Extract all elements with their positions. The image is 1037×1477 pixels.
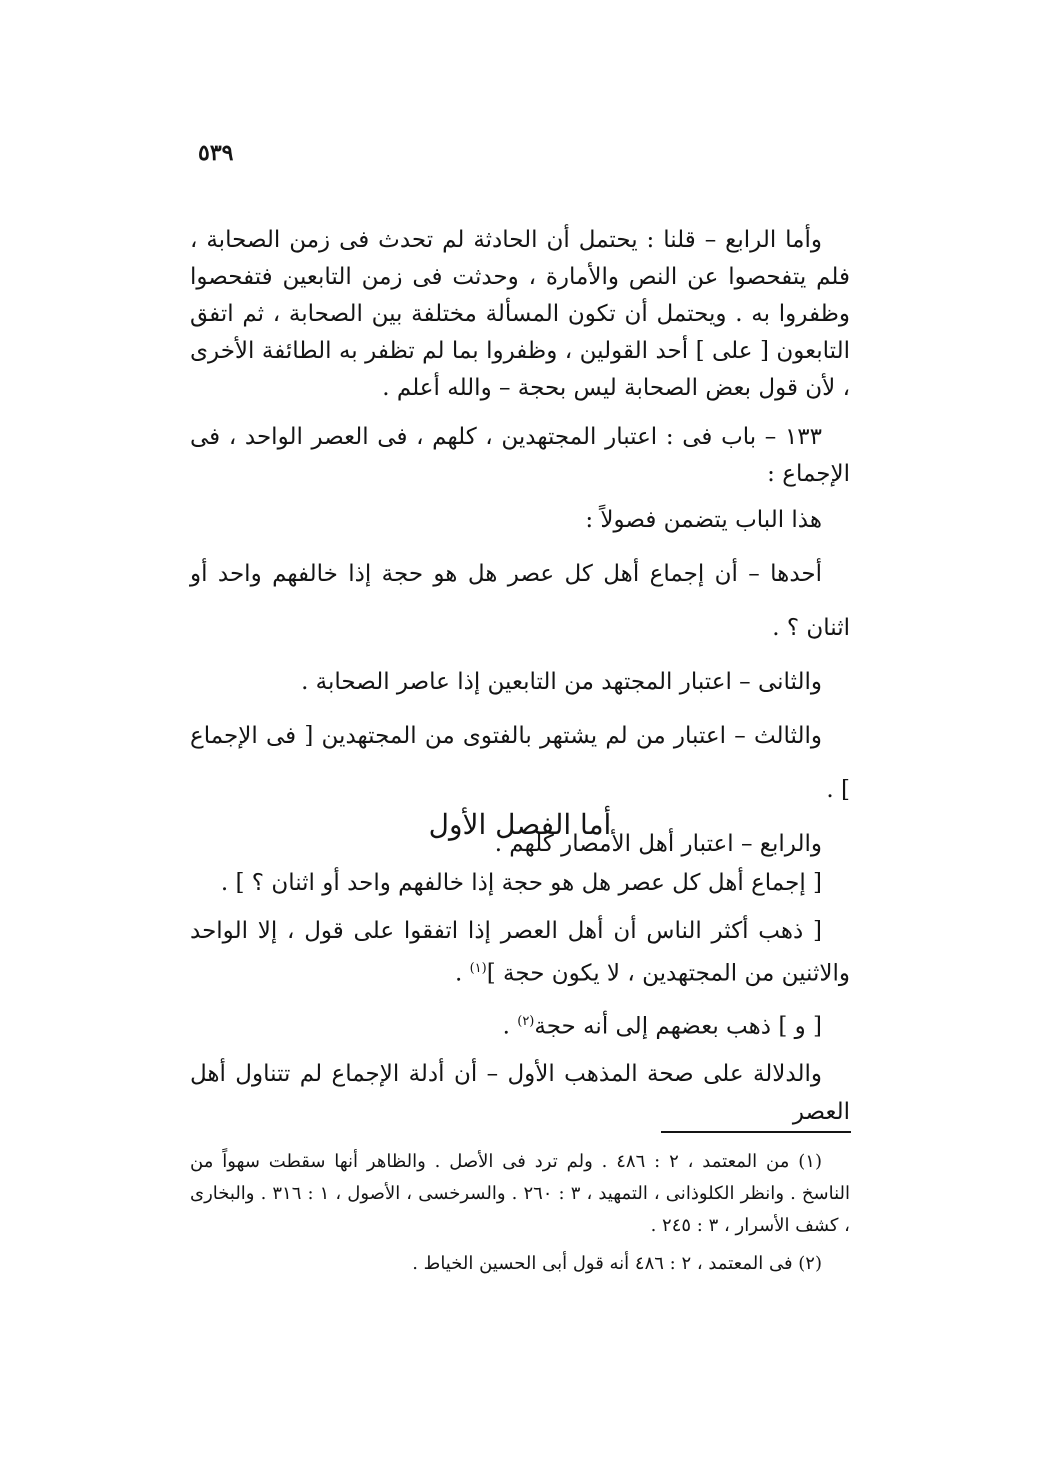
section-title: ١٣٣ – باب فى : اعتبار المجتهدين ، كلهم ، فى العصر الواحد ، فى الإجماع : [190,424,850,487]
footnote-2: (٢) فى المعتمد ، ٢ : ٤٨٦ أنه قول أبى الحسين الخياط . [412,1253,822,1274]
page-number: ٥٣٩ [198,140,234,166]
section-intro: هذا الباب يتضمن فصولاً : [585,507,822,533]
footnotes [190,1146,850,1286]
majority-opinion-text: [ ذهب أكثر الناس أن أهل العصر إذا اتفقوا على قول ، إلا الواحد والاثنين من المجتهدين ، لا يكون حجة ] [190,918,850,987]
minority-opinion-end: . [502,1013,518,1040]
minority-opinion [190,1003,850,1046]
chapter-heading: أما الفصل الأول [428,808,612,841]
section-item-fourth: والرابع – اعتبار أهل الأمصار كلهم . [494,831,822,857]
minority-opinion-text: [ و ] ذهب بعضهم إلى أنه حجة [534,1013,822,1040]
section-item-first: أحدها – أن إجماع أهل كل عصر هل هو حجة إذا خالفهم واحد أو اثنان ؟ . [190,561,850,641]
footnote-ref-2: (٢) [517,1013,535,1029]
majority-opinion [190,912,850,993]
main-text [190,222,850,871]
section-item-second: والثانى – اعتبار المجتهد من التابعين إذا عاصر الصحابة . [301,669,822,695]
footnote-divider [661,1131,851,1133]
footnote-ref-1: (١) [469,961,487,976]
section-item-third: والثالث – اعتبار من لم يشتهر بالفتوى من المجتهدين [ فى الإجماع ] . [190,723,850,803]
chapter-text [190,864,850,1141]
majority-opinion-end: . [454,960,470,987]
chapter-question: [ إجماع أهل كل عصر هل هو حجة إذا خالفهم واحد أو اثنان ؟ ] . [220,870,822,896]
paragraph-fourth-argument: وأما الرابع – قلنا : يحتمل أن الحادثة لم تحدث فى زمن الصحابة ، فلم يتفحصوا عن النص والأمارة ، وحدثت فى زمن التابعين فتفحصوا وظفروا به . ويحتمل أن تكون المسألة مختلفة بين الصحابة ، ثم اتفق التابعون [ على ] أحد القولين ، وظفروا بما لم تظفر به الطائفة الأخرى ، لأن قول بعض الصحابة ليس بحجة – والله أعلم . [190,227,850,401]
proof-paragraph: والدلالة على صحة المذهب الأول – أن أدلة الإجماع لم تتناول أهل العصر [190,1061,850,1126]
footnote-1: (١) من المعتمد ، ٢ : ٤٨٦ . ولم ترد فى الأصل . والظاهر أنها سقطت سهواً من الناسخ . وانظر الكلوذانى ، التمهيد ، ٣ : ٢٦٠ . والسرخسى ، الأصول ، ١ : ٣١٦ . والبخارى ، كشف الأسرار ، ٣ : ٢٤٥ . [190,1151,850,1236]
